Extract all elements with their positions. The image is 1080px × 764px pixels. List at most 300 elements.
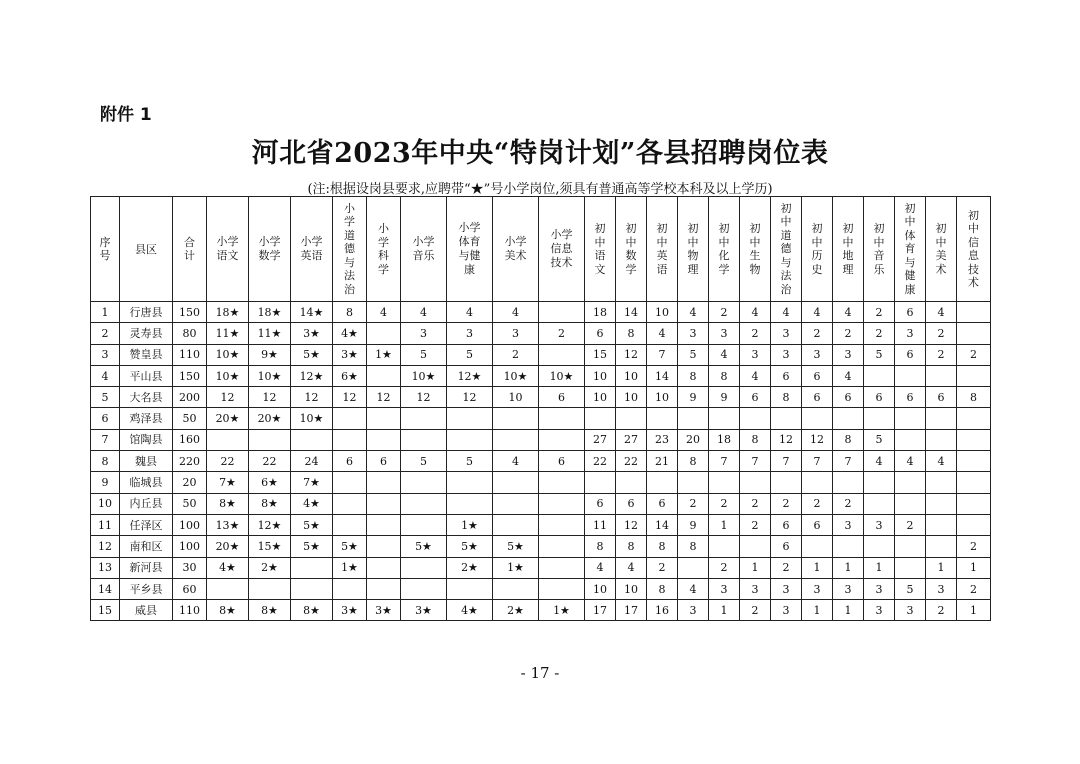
table-cell: 5	[401, 344, 447, 365]
table-cell: 5	[447, 451, 493, 472]
table-cell	[401, 557, 447, 578]
table-cell: 10★	[207, 365, 249, 386]
table-cell: 1	[833, 600, 864, 621]
table-cell: 6	[771, 514, 802, 535]
table-row	[91, 493, 991, 514]
table-cell: 1	[926, 557, 957, 578]
column-header	[120, 197, 173, 302]
table-cell: 12	[802, 429, 833, 450]
table-cell: 6	[895, 344, 926, 365]
table-cell	[833, 472, 864, 493]
table-cell: 1	[709, 514, 740, 535]
table-cell: 2	[539, 323, 585, 344]
table-cell: 4	[678, 302, 709, 323]
table-cell	[926, 408, 957, 429]
column-header	[539, 197, 585, 302]
table-cell: 30	[173, 557, 207, 578]
table-cell: 18	[709, 429, 740, 450]
column-header-label: 小学数学	[258, 235, 281, 262]
table-cell	[957, 429, 991, 450]
table-cell: 5★	[447, 536, 493, 557]
table-cell: 4	[926, 451, 957, 472]
table-cell: 6	[771, 536, 802, 557]
table-cell	[447, 408, 493, 429]
column-header-label: 小学美术	[504, 235, 527, 262]
table-cell: 1★	[493, 557, 539, 578]
table-cell	[291, 557, 333, 578]
county-cell: 赞皇县	[120, 344, 173, 365]
table-cell: 4★	[207, 557, 249, 578]
table-cell: 12	[333, 387, 367, 408]
table-cell	[957, 493, 991, 514]
table-cell	[740, 408, 771, 429]
table-cell: 1	[864, 557, 895, 578]
table-cell	[802, 408, 833, 429]
recruitment-table	[90, 196, 991, 621]
table-cell: 10★	[249, 365, 291, 386]
table-cell	[833, 536, 864, 557]
table-cell: 8	[647, 578, 678, 599]
column-header	[709, 197, 740, 302]
table-cell	[802, 472, 833, 493]
table-cell: 3	[740, 344, 771, 365]
table-cell: 14★	[291, 302, 333, 323]
county-cell: 南和区	[120, 536, 173, 557]
table-cell: 4	[709, 344, 740, 365]
table-cell: 1	[91, 302, 120, 323]
column-header-label: 初中语文	[594, 222, 606, 276]
table-cell: 6	[585, 493, 616, 514]
county-cell: 鸡泽县	[120, 408, 173, 429]
table-cell: 10	[616, 365, 647, 386]
column-header-label: 初中体育与健康	[904, 201, 916, 296]
table-cell: 7	[647, 344, 678, 365]
table-row	[91, 600, 991, 621]
table-cell: 18★	[207, 302, 249, 323]
table-cell	[926, 493, 957, 514]
table-cell: 2	[740, 600, 771, 621]
table-cell	[709, 472, 740, 493]
table-cell: 2	[493, 344, 539, 365]
table-cell: 3	[864, 514, 895, 535]
table-cell: 20★	[207, 408, 249, 429]
table-cell: 4	[585, 557, 616, 578]
table-cell	[771, 408, 802, 429]
table-cell	[539, 302, 585, 323]
table-row	[91, 536, 991, 557]
table-cell: 3	[771, 600, 802, 621]
table-cell: 3	[771, 344, 802, 365]
column-header	[833, 197, 864, 302]
table-cell: 17	[585, 600, 616, 621]
table-cell: 5★	[291, 536, 333, 557]
table-cell: 22	[207, 451, 249, 472]
column-header	[771, 197, 802, 302]
table-cell: 11	[585, 514, 616, 535]
table-cell	[333, 472, 367, 493]
table-cell: 5	[447, 344, 493, 365]
table-cell: 15	[585, 344, 616, 365]
table-cell	[539, 408, 585, 429]
table-cell: 23	[647, 429, 678, 450]
table-cell	[401, 429, 447, 450]
column-header-label: 小学英语	[300, 235, 323, 262]
table-cell: 3	[833, 344, 864, 365]
table-cell: 5	[864, 429, 895, 450]
column-header-label: 县区	[135, 242, 157, 256]
table-cell: 9★	[249, 344, 291, 365]
table-cell	[367, 557, 401, 578]
page-title: 河北省2023年中央“特岗计划”各县招聘岗位表	[251, 138, 829, 169]
table-cell: 1	[833, 557, 864, 578]
table-cell: 8★	[249, 493, 291, 514]
table-cell: 2	[957, 536, 991, 557]
table-cell	[539, 578, 585, 599]
table-cell: 7	[91, 429, 120, 450]
table-cell: 1★	[539, 600, 585, 621]
table-note: (注:根据设岗县要求,应聘带“★”号小学岗位,须具有普通高等学校本科及以上学历)	[307, 182, 773, 197]
table-cell	[367, 408, 401, 429]
table-cell	[864, 493, 895, 514]
county-cell: 大名县	[120, 387, 173, 408]
table-cell: 6	[585, 323, 616, 344]
column-header-label: 初中数学	[625, 222, 637, 276]
table-cell: 4	[493, 451, 539, 472]
table-row	[91, 429, 991, 450]
table-cell	[895, 408, 926, 429]
table-cell: 4	[447, 302, 493, 323]
table-cell: 17	[616, 600, 647, 621]
table-cell: 10★	[539, 365, 585, 386]
table-cell: 3	[493, 323, 539, 344]
table-cell: 8	[740, 429, 771, 450]
table-cell	[678, 557, 709, 578]
table-cell: 6★	[333, 365, 367, 386]
column-header-label: 初中美术	[935, 222, 947, 276]
table-cell	[333, 429, 367, 450]
table-row	[91, 557, 991, 578]
table-cell	[249, 578, 291, 599]
table-cell: 16	[647, 600, 678, 621]
county-cell: 新河县	[120, 557, 173, 578]
table-cell: 7	[740, 451, 771, 472]
table-cell: 6	[771, 365, 802, 386]
column-header-label: 初中历史	[811, 222, 823, 276]
table-cell: 12	[771, 429, 802, 450]
table-cell: 27	[585, 429, 616, 450]
column-header	[401, 197, 447, 302]
table-cell: 2	[802, 493, 833, 514]
column-header-label: 初中化学	[718, 222, 730, 276]
table-cell: 5	[895, 578, 926, 599]
table-cell: 5★	[291, 344, 333, 365]
table-cell: 8★	[249, 600, 291, 621]
table-cell: 6	[802, 365, 833, 386]
table-cell: 10★	[207, 344, 249, 365]
column-header-label: 小学科学	[378, 222, 389, 276]
table-cell: 4★	[447, 600, 493, 621]
table-cell: 4★	[291, 493, 333, 514]
table-cell: 6	[539, 387, 585, 408]
table-cell: 6★	[249, 472, 291, 493]
table-cell: 7★	[207, 472, 249, 493]
table-cell: 3	[833, 514, 864, 535]
table-cell: 18★	[249, 302, 291, 323]
column-header-label: 小学信息技术	[550, 228, 573, 269]
table-cell	[447, 493, 493, 514]
table-cell: 10★	[493, 365, 539, 386]
table-cell: 10	[616, 578, 647, 599]
table-cell: 4	[401, 302, 447, 323]
table-cell: 3	[802, 344, 833, 365]
table-cell: 3	[678, 600, 709, 621]
table-cell: 10	[585, 578, 616, 599]
column-header-label: 初中物理	[687, 222, 699, 276]
table-cell	[539, 344, 585, 365]
table-cell: 18	[585, 302, 616, 323]
table-cell: 100	[173, 536, 207, 557]
table-cell	[333, 408, 367, 429]
column-header	[926, 197, 957, 302]
table-cell: 3	[447, 323, 493, 344]
table-cell	[709, 408, 740, 429]
table-cell	[678, 408, 709, 429]
table-cell: 10	[585, 387, 616, 408]
table-cell	[926, 429, 957, 450]
column-header	[895, 197, 926, 302]
table-cell	[367, 472, 401, 493]
table-cell: 2	[740, 493, 771, 514]
table-cell: 2	[740, 514, 771, 535]
table-cell: 12★	[447, 365, 493, 386]
table-cell	[291, 429, 333, 450]
table-cell	[539, 536, 585, 557]
column-header	[91, 197, 120, 302]
table-cell: 2	[740, 323, 771, 344]
table-cell	[367, 323, 401, 344]
column-header	[447, 197, 493, 302]
table-cell: 8	[833, 429, 864, 450]
table-cell: 2	[833, 493, 864, 514]
table-cell: 150	[173, 365, 207, 386]
county-cell: 内丘县	[120, 493, 173, 514]
column-header-label: 小学道德与法治	[344, 201, 355, 296]
page-number: - 17 -	[520, 664, 560, 682]
table-cell: 6	[833, 387, 864, 408]
table-cell: 10	[91, 493, 120, 514]
table-cell: 11★	[207, 323, 249, 344]
table-cell: 6	[616, 493, 647, 514]
table-cell	[367, 493, 401, 514]
table-cell: 50	[173, 493, 207, 514]
table-cell: 1★	[333, 557, 367, 578]
table-cell: 6	[895, 387, 926, 408]
table-cell	[957, 514, 991, 535]
table-cell	[864, 365, 895, 386]
table-row	[91, 344, 991, 365]
table-cell: 1	[957, 557, 991, 578]
table-cell	[802, 536, 833, 557]
column-header-label: 初中英语	[656, 222, 668, 276]
table-cell: 10★	[291, 408, 333, 429]
table-cell	[957, 302, 991, 323]
table-cell	[926, 536, 957, 557]
table-cell: 2	[926, 600, 957, 621]
table-cell: 15	[91, 600, 120, 621]
table-cell	[333, 493, 367, 514]
table-cell: 8	[91, 451, 120, 472]
table-cell: 8	[709, 365, 740, 386]
table-cell: 2★	[447, 557, 493, 578]
table-cell: 3	[864, 600, 895, 621]
column-header-label: 初中信息技术	[968, 208, 979, 289]
county-cell: 行唐县	[120, 302, 173, 323]
table-cell: 8★	[207, 493, 249, 514]
table-cell: 22	[585, 451, 616, 472]
table-cell: 2	[709, 302, 740, 323]
table-cell: 8	[678, 451, 709, 472]
table-cell	[493, 472, 539, 493]
table-cell	[895, 365, 926, 386]
table-cell	[957, 408, 991, 429]
table-cell: 4	[493, 302, 539, 323]
table-cell: 2	[895, 514, 926, 535]
table-cell: 12★	[249, 514, 291, 535]
table-cell: 2	[926, 344, 957, 365]
table-cell: 1	[802, 557, 833, 578]
table-cell	[367, 429, 401, 450]
table-cell: 14	[91, 578, 120, 599]
column-header	[616, 197, 647, 302]
table-cell	[833, 408, 864, 429]
table-cell: 12	[401, 387, 447, 408]
table-row	[91, 514, 991, 535]
table-cell: 2	[678, 493, 709, 514]
table-cell: 160	[173, 429, 207, 450]
table-cell: 20	[173, 472, 207, 493]
table-cell: 200	[173, 387, 207, 408]
column-header	[291, 197, 333, 302]
column-header-label: 小学语文	[216, 235, 239, 262]
table-cell: 7	[709, 451, 740, 472]
table-cell: 80	[173, 323, 207, 344]
table-cell	[709, 536, 740, 557]
table-cell	[401, 472, 447, 493]
table-cell: 3★	[333, 344, 367, 365]
table-row	[91, 408, 991, 429]
table-cell: 8	[771, 387, 802, 408]
table-cell	[647, 472, 678, 493]
table-cell	[447, 578, 493, 599]
column-header-label: 初中生物	[749, 222, 761, 276]
table-cell: 1	[709, 600, 740, 621]
table-cell: 12	[447, 387, 493, 408]
table-cell: 3★	[333, 600, 367, 621]
table-cell: 14	[647, 514, 678, 535]
table-cell	[926, 472, 957, 493]
column-header	[493, 197, 539, 302]
table-cell: 6	[802, 387, 833, 408]
table-cell: 3	[401, 323, 447, 344]
table-cell	[493, 578, 539, 599]
table-cell: 3	[926, 578, 957, 599]
table-cell: 10	[616, 387, 647, 408]
table-cell	[493, 429, 539, 450]
table-cell: 3	[895, 600, 926, 621]
table-cell: 14	[616, 302, 647, 323]
table-cell	[957, 323, 991, 344]
table-cell	[585, 408, 616, 429]
table-cell	[926, 365, 957, 386]
table-cell: 3	[709, 578, 740, 599]
table-cell: 4	[833, 365, 864, 386]
table-cell	[647, 408, 678, 429]
table-cell: 110	[173, 600, 207, 621]
table-cell: 15★	[249, 536, 291, 557]
table-cell: 7★	[291, 472, 333, 493]
table-cell: 3	[864, 578, 895, 599]
table-cell: 4	[771, 302, 802, 323]
column-header	[367, 197, 401, 302]
table-cell: 1	[802, 600, 833, 621]
table-cell	[771, 472, 802, 493]
table-cell	[207, 429, 249, 450]
column-header-label: 初中音乐	[873, 222, 885, 276]
table-row	[91, 472, 991, 493]
table-cell: 2	[864, 323, 895, 344]
table-cell: 8	[678, 365, 709, 386]
table-cell: 6	[333, 451, 367, 472]
table-cell	[895, 429, 926, 450]
attachment-label: 附件 1	[100, 105, 152, 125]
table-cell: 4	[740, 302, 771, 323]
table-cell: 4	[833, 302, 864, 323]
table-cell	[493, 408, 539, 429]
table-cell: 3	[833, 578, 864, 599]
table-cell: 2	[91, 323, 120, 344]
table-cell: 4	[367, 302, 401, 323]
table-cell	[539, 429, 585, 450]
table-cell	[895, 536, 926, 557]
table-cell: 6	[367, 451, 401, 472]
county-cell: 灵寿县	[120, 323, 173, 344]
table-cell: 60	[173, 578, 207, 599]
table-cell	[493, 493, 539, 514]
table-cell: 4	[678, 578, 709, 599]
table-cell: 3	[895, 323, 926, 344]
table-cell: 2	[709, 557, 740, 578]
table-row	[91, 578, 991, 599]
table-cell: 5	[401, 451, 447, 472]
table-cell: 7	[833, 451, 864, 472]
table-cell	[447, 472, 493, 493]
column-header	[207, 197, 249, 302]
table-cell: 5★	[493, 536, 539, 557]
table-cell	[616, 472, 647, 493]
table-cell: 9	[678, 387, 709, 408]
table-cell	[957, 451, 991, 472]
table-cell: 10	[585, 365, 616, 386]
table-cell: 3	[678, 323, 709, 344]
table-cell: 2	[771, 557, 802, 578]
table-cell: 2	[957, 578, 991, 599]
table-cell	[539, 472, 585, 493]
table-cell: 12	[367, 387, 401, 408]
table-cell: 12	[91, 536, 120, 557]
table-cell: 8	[616, 323, 647, 344]
column-header	[802, 197, 833, 302]
table-cell: 12	[291, 387, 333, 408]
